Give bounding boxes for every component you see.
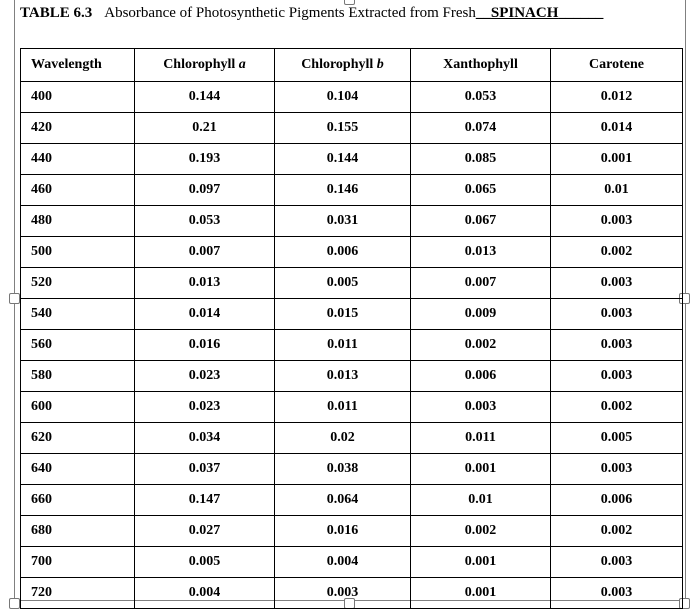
cell-xanthophyll: 0.074 [411,113,551,144]
caption-blank-pre: __ [475,5,491,21]
cell-chlorophyll-b: 0.011 [275,392,411,423]
cell-wavelength: 560 [21,330,135,361]
cell-chlorophyll-a: 0.023 [135,392,275,423]
cell-chlorophyll-a: 0.144 [135,82,275,113]
cell-carotene: 0.003 [551,578,683,609]
cell-chlorophyll-a: 0.016 [135,330,275,361]
cell-chlorophyll-a: 0.147 [135,485,275,516]
cell-carotene: 0.003 [551,299,683,330]
cell-xanthophyll: 0.085 [411,144,551,175]
table-row [21,361,683,392]
cell-wavelength: 580 [21,361,135,392]
table-row [21,237,683,268]
cell-wavelength: 400 [21,82,135,113]
cell-chlorophyll-b: 0.104 [275,82,411,113]
cell-chlorophyll-a: 0.037 [135,454,275,485]
cell-xanthophyll: 0.002 [411,516,551,547]
table-row [21,175,683,206]
cell-chlorophyll-a: 0.21 [135,113,275,144]
cell-wavelength: 600 [21,392,135,423]
chlorophyll-b-label: Chlorophyll [301,57,374,72]
cell-carotene: 0.003 [551,361,683,392]
chlorophyll-a-letter: a [238,57,246,72]
cell-chlorophyll-a: 0.013 [135,268,275,299]
cell-carotene: 0.001 [551,144,683,175]
cell-chlorophyll-b: 0.003 [275,578,411,609]
cell-chlorophyll-b: 0.004 [275,547,411,578]
cell-chlorophyll-b: 0.015 [275,299,411,330]
cell-chlorophyll-b: 0.02 [275,423,411,454]
cell-wavelength: 480 [21,206,135,237]
cell-chlorophyll-b: 0.011 [275,330,411,361]
cell-carotene: 0.005 [551,423,683,454]
cell-xanthophyll: 0.002 [411,330,551,361]
cell-xanthophyll: 0.009 [411,299,551,330]
table-row [21,423,683,454]
cell-wavelength: 520 [21,268,135,299]
cell-chlorophyll-b: 0.146 [275,175,411,206]
cell-carotene: 0.003 [551,454,683,485]
cell-chlorophyll-b: 0.155 [275,113,411,144]
cell-carotene: 0.012 [551,82,683,113]
cell-carotene: 0.002 [551,392,683,423]
table-caption [20,5,603,22]
cell-xanthophyll: 0.001 [411,578,551,609]
cell-wavelength: 460 [21,175,135,206]
column-header-xanthophyll: Xanthophyll [411,49,551,82]
chlorophyll-b-letter: b [376,57,384,72]
cell-chlorophyll-a: 0.005 [135,547,275,578]
table-row [21,268,683,299]
cell-chlorophyll-b: 0.013 [275,361,411,392]
table-row [21,206,683,237]
table-row [21,113,683,144]
caption-sample-name: SPINACH [490,5,559,21]
table-number: TABLE 6.3 [20,5,93,21]
table-row [21,299,683,330]
column-header-carotene: Carotene [551,49,683,82]
column-header-chlorophyll-b [275,49,411,82]
cell-carotene: 0.003 [551,268,683,299]
table-row [21,547,683,578]
cell-xanthophyll: 0.003 [411,392,551,423]
table-row [21,485,683,516]
cell-chlorophyll-b: 0.005 [275,268,411,299]
cell-chlorophyll-a: 0.014 [135,299,275,330]
table-title: Absorbance of Photosynthetic Pigments Extracted from Fresh [104,5,476,21]
table-row [21,144,683,175]
table-row [21,454,683,485]
cell-wavelength: 420 [21,113,135,144]
cell-carotene: 0.01 [551,175,683,206]
cell-chlorophyll-a: 0.034 [135,423,275,454]
chlorophyll-a-label: Chlorophyll [163,57,236,72]
cell-xanthophyll: 0.001 [411,454,551,485]
cell-chlorophyll-b: 0.006 [275,237,411,268]
cell-carotene: 0.003 [551,547,683,578]
table-row [21,82,683,113]
caption-blank-post: ______ [558,5,604,21]
cell-wavelength: 660 [21,485,135,516]
column-header-wavelength: Wavelength [21,49,135,82]
cell-chlorophyll-b: 0.144 [275,144,411,175]
table-header-row [21,49,683,82]
cell-xanthophyll: 0.011 [411,423,551,454]
resize-handle-left-middle[interactable] [9,293,20,304]
cell-xanthophyll: 0.065 [411,175,551,206]
cell-chlorophyll-a: 0.023 [135,361,275,392]
cell-wavelength: 620 [21,423,135,454]
cell-xanthophyll: 0.01 [411,485,551,516]
table-body [21,82,683,609]
cell-carotene: 0.003 [551,330,683,361]
cell-xanthophyll: 0.007 [411,268,551,299]
cell-carotene: 0.002 [551,516,683,547]
cell-xanthophyll: 0.067 [411,206,551,237]
cell-wavelength: 640 [21,454,135,485]
cell-wavelength: 540 [21,299,135,330]
cell-wavelength: 700 [21,547,135,578]
cell-chlorophyll-a: 0.053 [135,206,275,237]
cell-chlorophyll-b: 0.031 [275,206,411,237]
cell-chlorophyll-a: 0.097 [135,175,275,206]
cell-chlorophyll-b: 0.016 [275,516,411,547]
table-row [21,516,683,547]
cell-chlorophyll-a: 0.004 [135,578,275,609]
cell-xanthophyll: 0.053 [411,82,551,113]
cell-carotene: 0.003 [551,206,683,237]
cell-wavelength: 680 [21,516,135,547]
cell-xanthophyll: 0.001 [411,547,551,578]
column-header-chlorophyll-a [135,49,275,82]
cell-wavelength: 440 [21,144,135,175]
resize-handle-bottom-left[interactable] [9,598,20,609]
cell-carotene: 0.006 [551,485,683,516]
table-row [21,578,683,609]
table-row [21,330,683,361]
cell-chlorophyll-a: 0.007 [135,237,275,268]
absorbance-table [20,48,683,609]
table-row [21,392,683,423]
cell-carotene: 0.002 [551,237,683,268]
cell-carotene: 0.014 [551,113,683,144]
cell-wavelength: 500 [21,237,135,268]
cell-chlorophyll-a: 0.193 [135,144,275,175]
cell-chlorophyll-b: 0.064 [275,485,411,516]
cell-xanthophyll: 0.013 [411,237,551,268]
cell-chlorophyll-a: 0.027 [135,516,275,547]
cell-chlorophyll-b: 0.038 [275,454,411,485]
cell-wavelength: 720 [21,578,135,609]
cell-xanthophyll: 0.006 [411,361,551,392]
